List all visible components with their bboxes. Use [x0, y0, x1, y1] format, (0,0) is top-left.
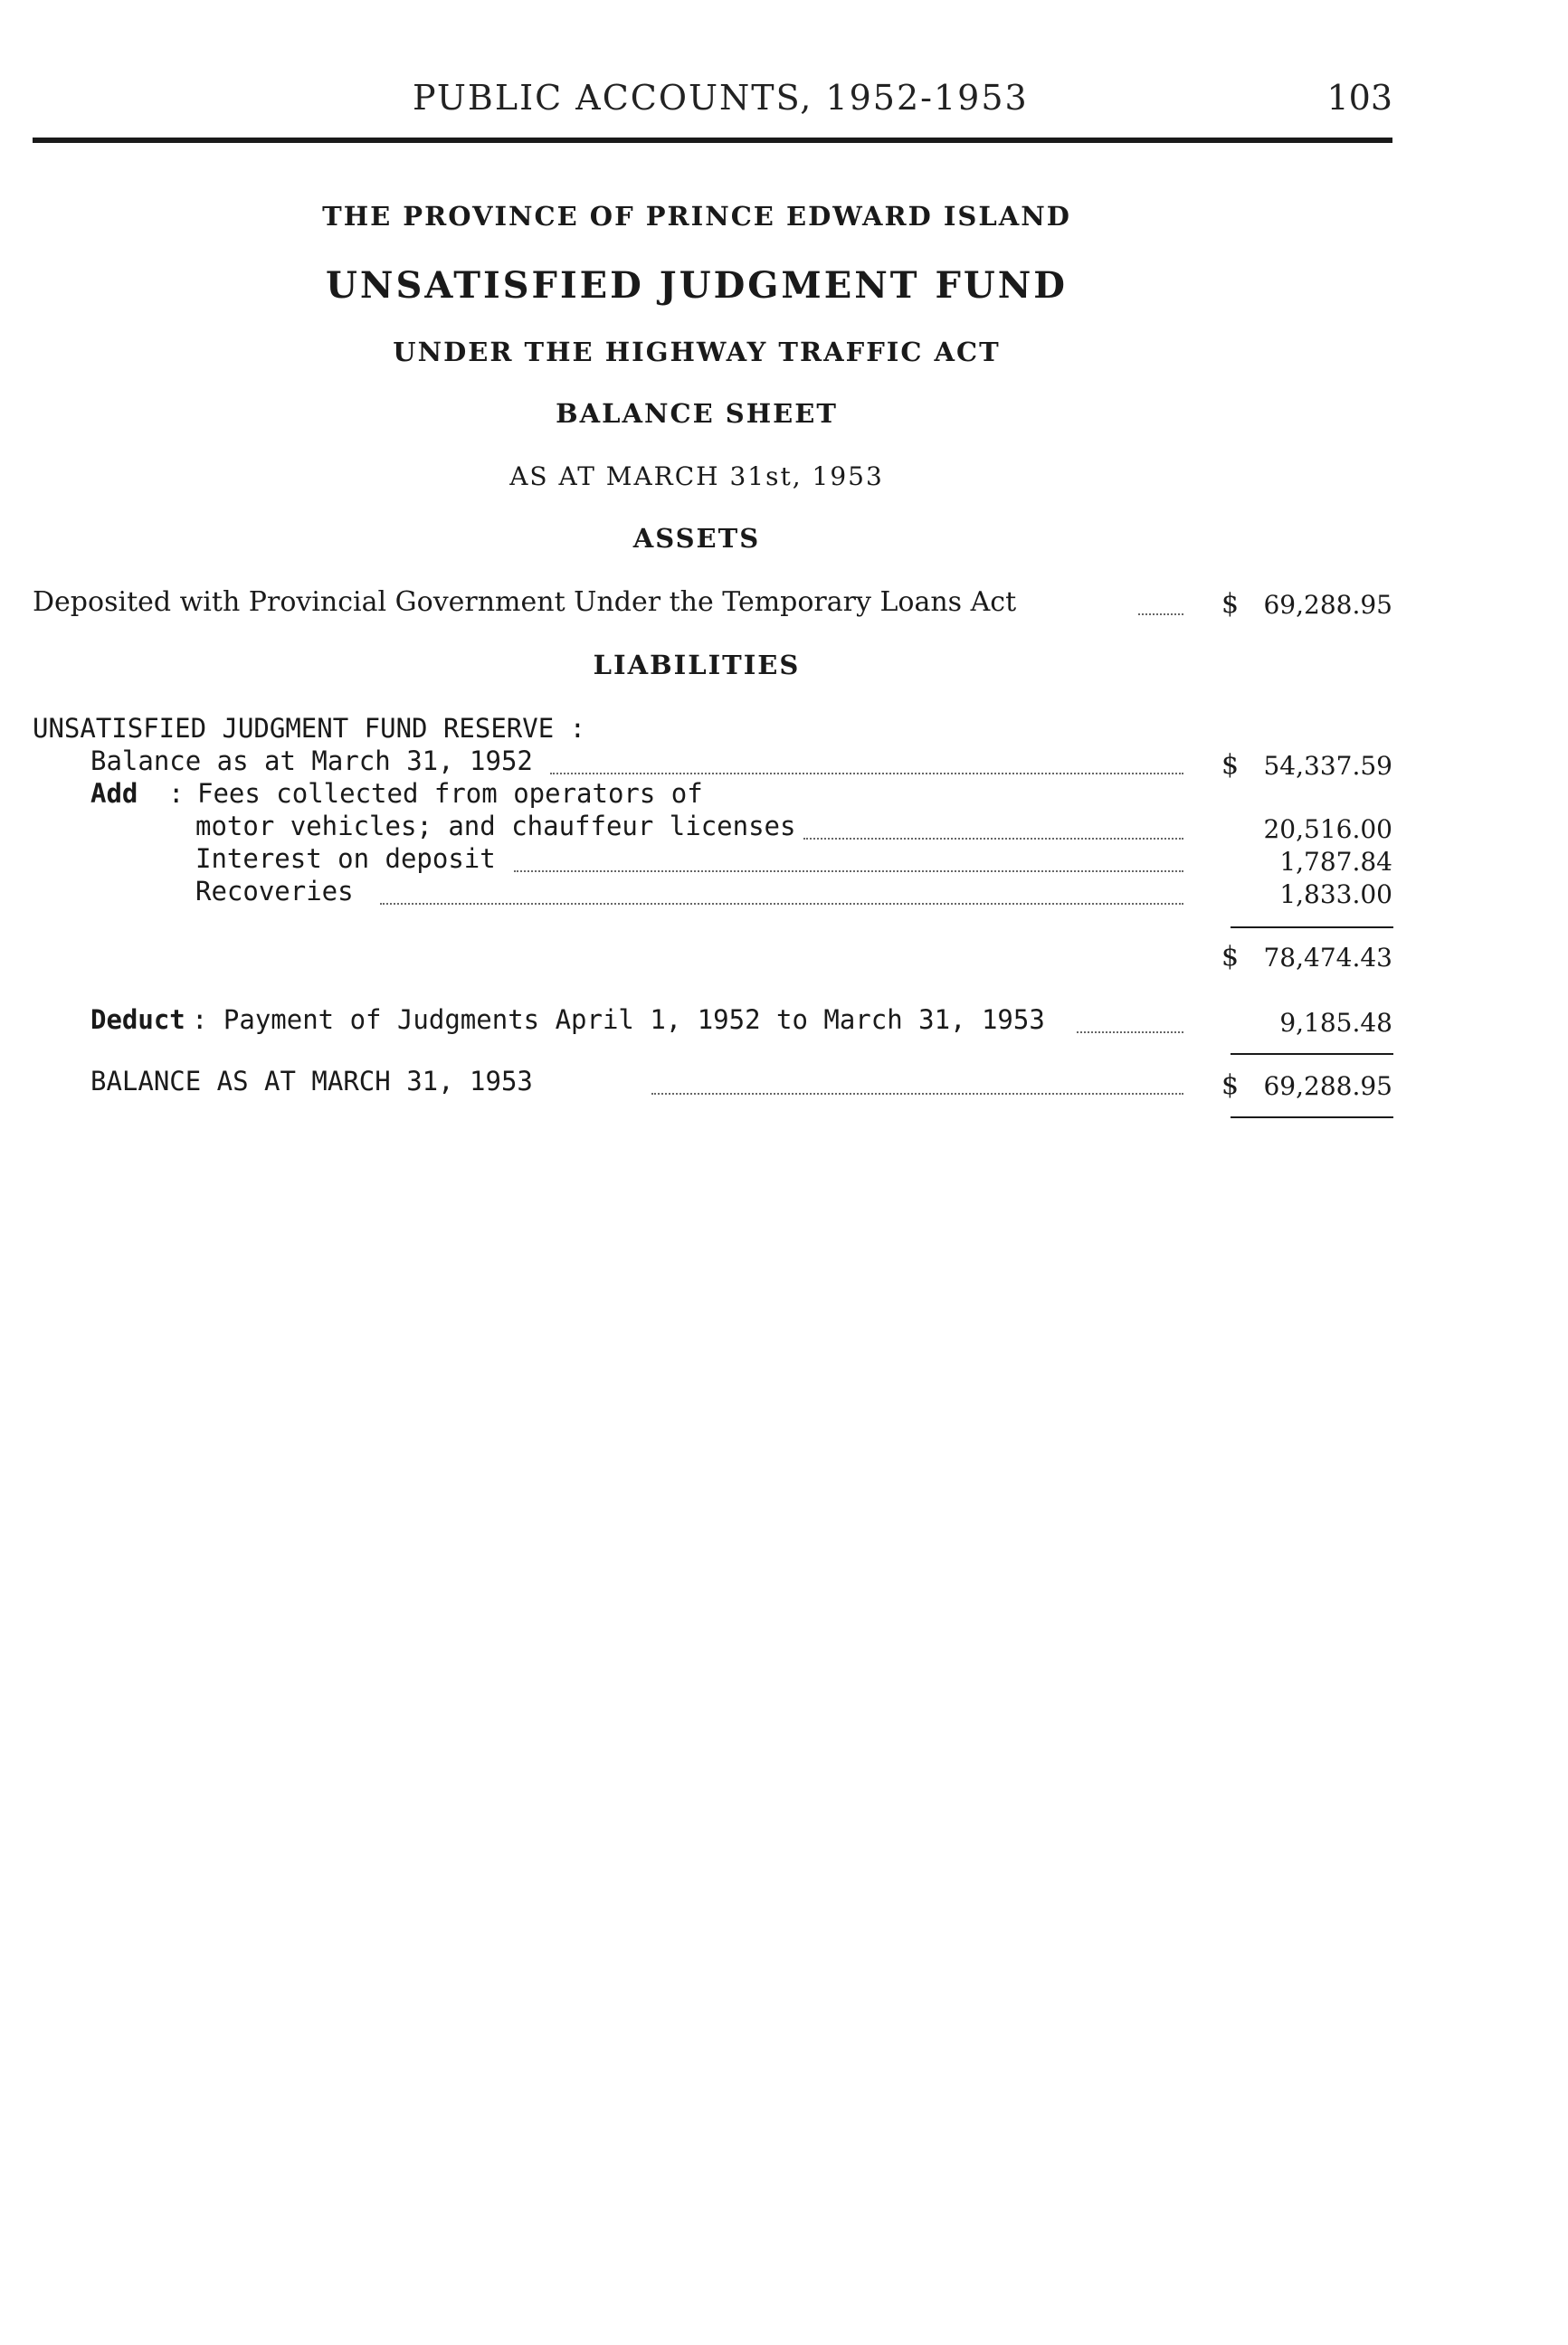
add-label: Add	[90, 778, 138, 809]
running-header	[33, 71, 1392, 125]
balance-dollar: $	[1221, 749, 1240, 781]
assets-dollar: $	[1221, 588, 1240, 620]
final-leader	[651, 1091, 1183, 1095]
fund-heading: UNSATISFIED JUDGMENT FUND	[326, 264, 1068, 307]
subtotal-amount: 78,474.43	[1263, 943, 1392, 973]
reserve-heading: UNSATISFIED JUDGMENT FUND RESERVE :	[33, 713, 586, 744]
final-rule-bottom	[1231, 1116, 1393, 1118]
assets-amount: 69,288.95	[1263, 590, 1392, 620]
fees-line-2: motor vehicles; and chauffeur licenses	[195, 811, 796, 841]
deduct-label: Deduct	[90, 1004, 185, 1035]
balance-leader	[550, 771, 1183, 774]
header-rule	[33, 138, 1392, 143]
act-heading: UNDER THE HIGHWAY TRAFFIC ACT	[393, 337, 1001, 367]
statement-heading: BALANCE SHEET	[556, 398, 838, 429]
subtotal-dollar: $	[1221, 941, 1240, 973]
fees-line-1: Fees collected from operators of	[197, 778, 703, 809]
balance-label: Balance as at March 31, 1952	[90, 745, 533, 776]
deduct-leader	[1077, 1030, 1183, 1033]
province-heading: THE PROVINCE OF PRINCE EDWARD ISLAND	[322, 201, 1071, 232]
final-balance-label: BALANCE AS AT MARCH 31, 1953	[90, 1066, 533, 1097]
subtotal-rule	[1231, 926, 1393, 928]
deduct-text: : Payment of Judgments April 1, 1952 to March 31, 1953	[192, 1004, 1045, 1035]
page-number: 103	[1326, 78, 1392, 118]
fees-leader	[803, 836, 1183, 840]
final-rule-top	[1231, 1053, 1393, 1055]
interest-leader	[514, 869, 1183, 872]
fees-amount: 20,516.00	[1263, 814, 1392, 844]
recoveries-leader	[380, 901, 1183, 905]
final-amount: 69,288.95	[1263, 1071, 1392, 1101]
add-colon: :	[168, 778, 185, 809]
assets-leader	[1138, 612, 1183, 615]
running-header-title: PUBLIC ACCOUNTS, 1952-1953	[413, 78, 1029, 118]
final-dollar: $	[1221, 1069, 1240, 1101]
balance-amount: 54,337.59	[1263, 751, 1392, 781]
assets-label: Deposited with Provincial Government Under the Temporary Loans Act	[33, 586, 1017, 618]
recoveries-label: Recoveries	[195, 876, 354, 907]
interest-label: Interest on deposit	[195, 843, 496, 874]
interest-amount: 1,787.84	[1279, 847, 1392, 877]
recoveries-amount: 1,833.00	[1279, 879, 1392, 909]
date-heading: AS AT MARCH 31st, 1953	[509, 461, 884, 491]
liabilities-heading: LIABILITIES	[593, 650, 801, 680]
deduct-amount: 9,185.48	[1279, 1008, 1392, 1038]
assets-heading: ASSETS	[632, 523, 761, 554]
